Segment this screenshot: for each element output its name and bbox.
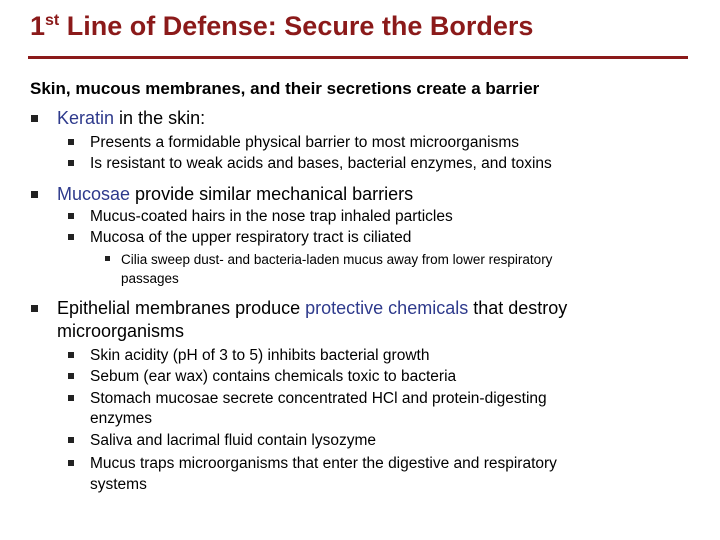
square-bullet-icon [68, 460, 74, 466]
square-bullet-icon [68, 234, 74, 240]
square-bullet-icon [68, 139, 74, 145]
sub-sub-item-cont: passages [121, 271, 179, 286]
square-bullet-icon [31, 305, 38, 312]
square-bullet-icon [68, 160, 74, 166]
sub-item: Is resistant to weak acids and bases, bacterial enzymes, and toxins [90, 155, 552, 172]
sub-item: Mucus traps microorganisms that enter the digestive and respiratory [90, 455, 557, 472]
square-bullet-icon [68, 373, 74, 379]
sub-item: Mucus-coated hairs in the nose trap inhaled particles [90, 208, 453, 225]
bullet-mucosae: Mucosae provide similar mechanical barriers [57, 184, 414, 204]
title-divider [28, 56, 688, 59]
square-bullet-icon [31, 191, 38, 198]
sub-item: Mucosa of the upper respiratory tract is ciliated [90, 229, 412, 246]
sub-item: Saliva and lacrimal fluid contain lysozyme [90, 432, 377, 449]
lead-statement: Skin, mucous membranes, and their secretions create a barrier [30, 79, 540, 98]
sub-item: Skin acidity (pH of 3 to 5) inhibits bacterial growth [90, 347, 430, 364]
page-title: 1st Line of Defense: Secure the Borders [30, 11, 534, 41]
sub-item: Stomach mucosae secrete concentrated HCl and protein-digesting [90, 390, 547, 407]
square-bullet-icon [68, 213, 74, 219]
square-bullet-icon [31, 115, 38, 122]
square-bullet-icon [68, 395, 74, 401]
sub-item-cont: enzymes [90, 410, 153, 427]
bullet-epithelial: Epithelial membranes produce protective chemicals that destroy [57, 298, 568, 318]
sub-item-cont: systems [90, 476, 147, 493]
sub-sub-item: Cilia sweep dust- and bacteria-laden mucus away from lower respiratory [121, 252, 553, 267]
square-bullet-icon [105, 256, 110, 261]
bullet-keratin: Keratin in the skin: [57, 108, 206, 128]
square-bullet-icon [68, 352, 74, 358]
square-bullet-icon [68, 437, 74, 443]
bullet-epithelial-cont: microorganisms [57, 321, 185, 341]
sub-item: Sebum (ear wax) contains chemicals toxic to bacteria [90, 368, 457, 385]
sub-item: Presents a formidable physical barrier to most microorganisms [90, 134, 519, 151]
